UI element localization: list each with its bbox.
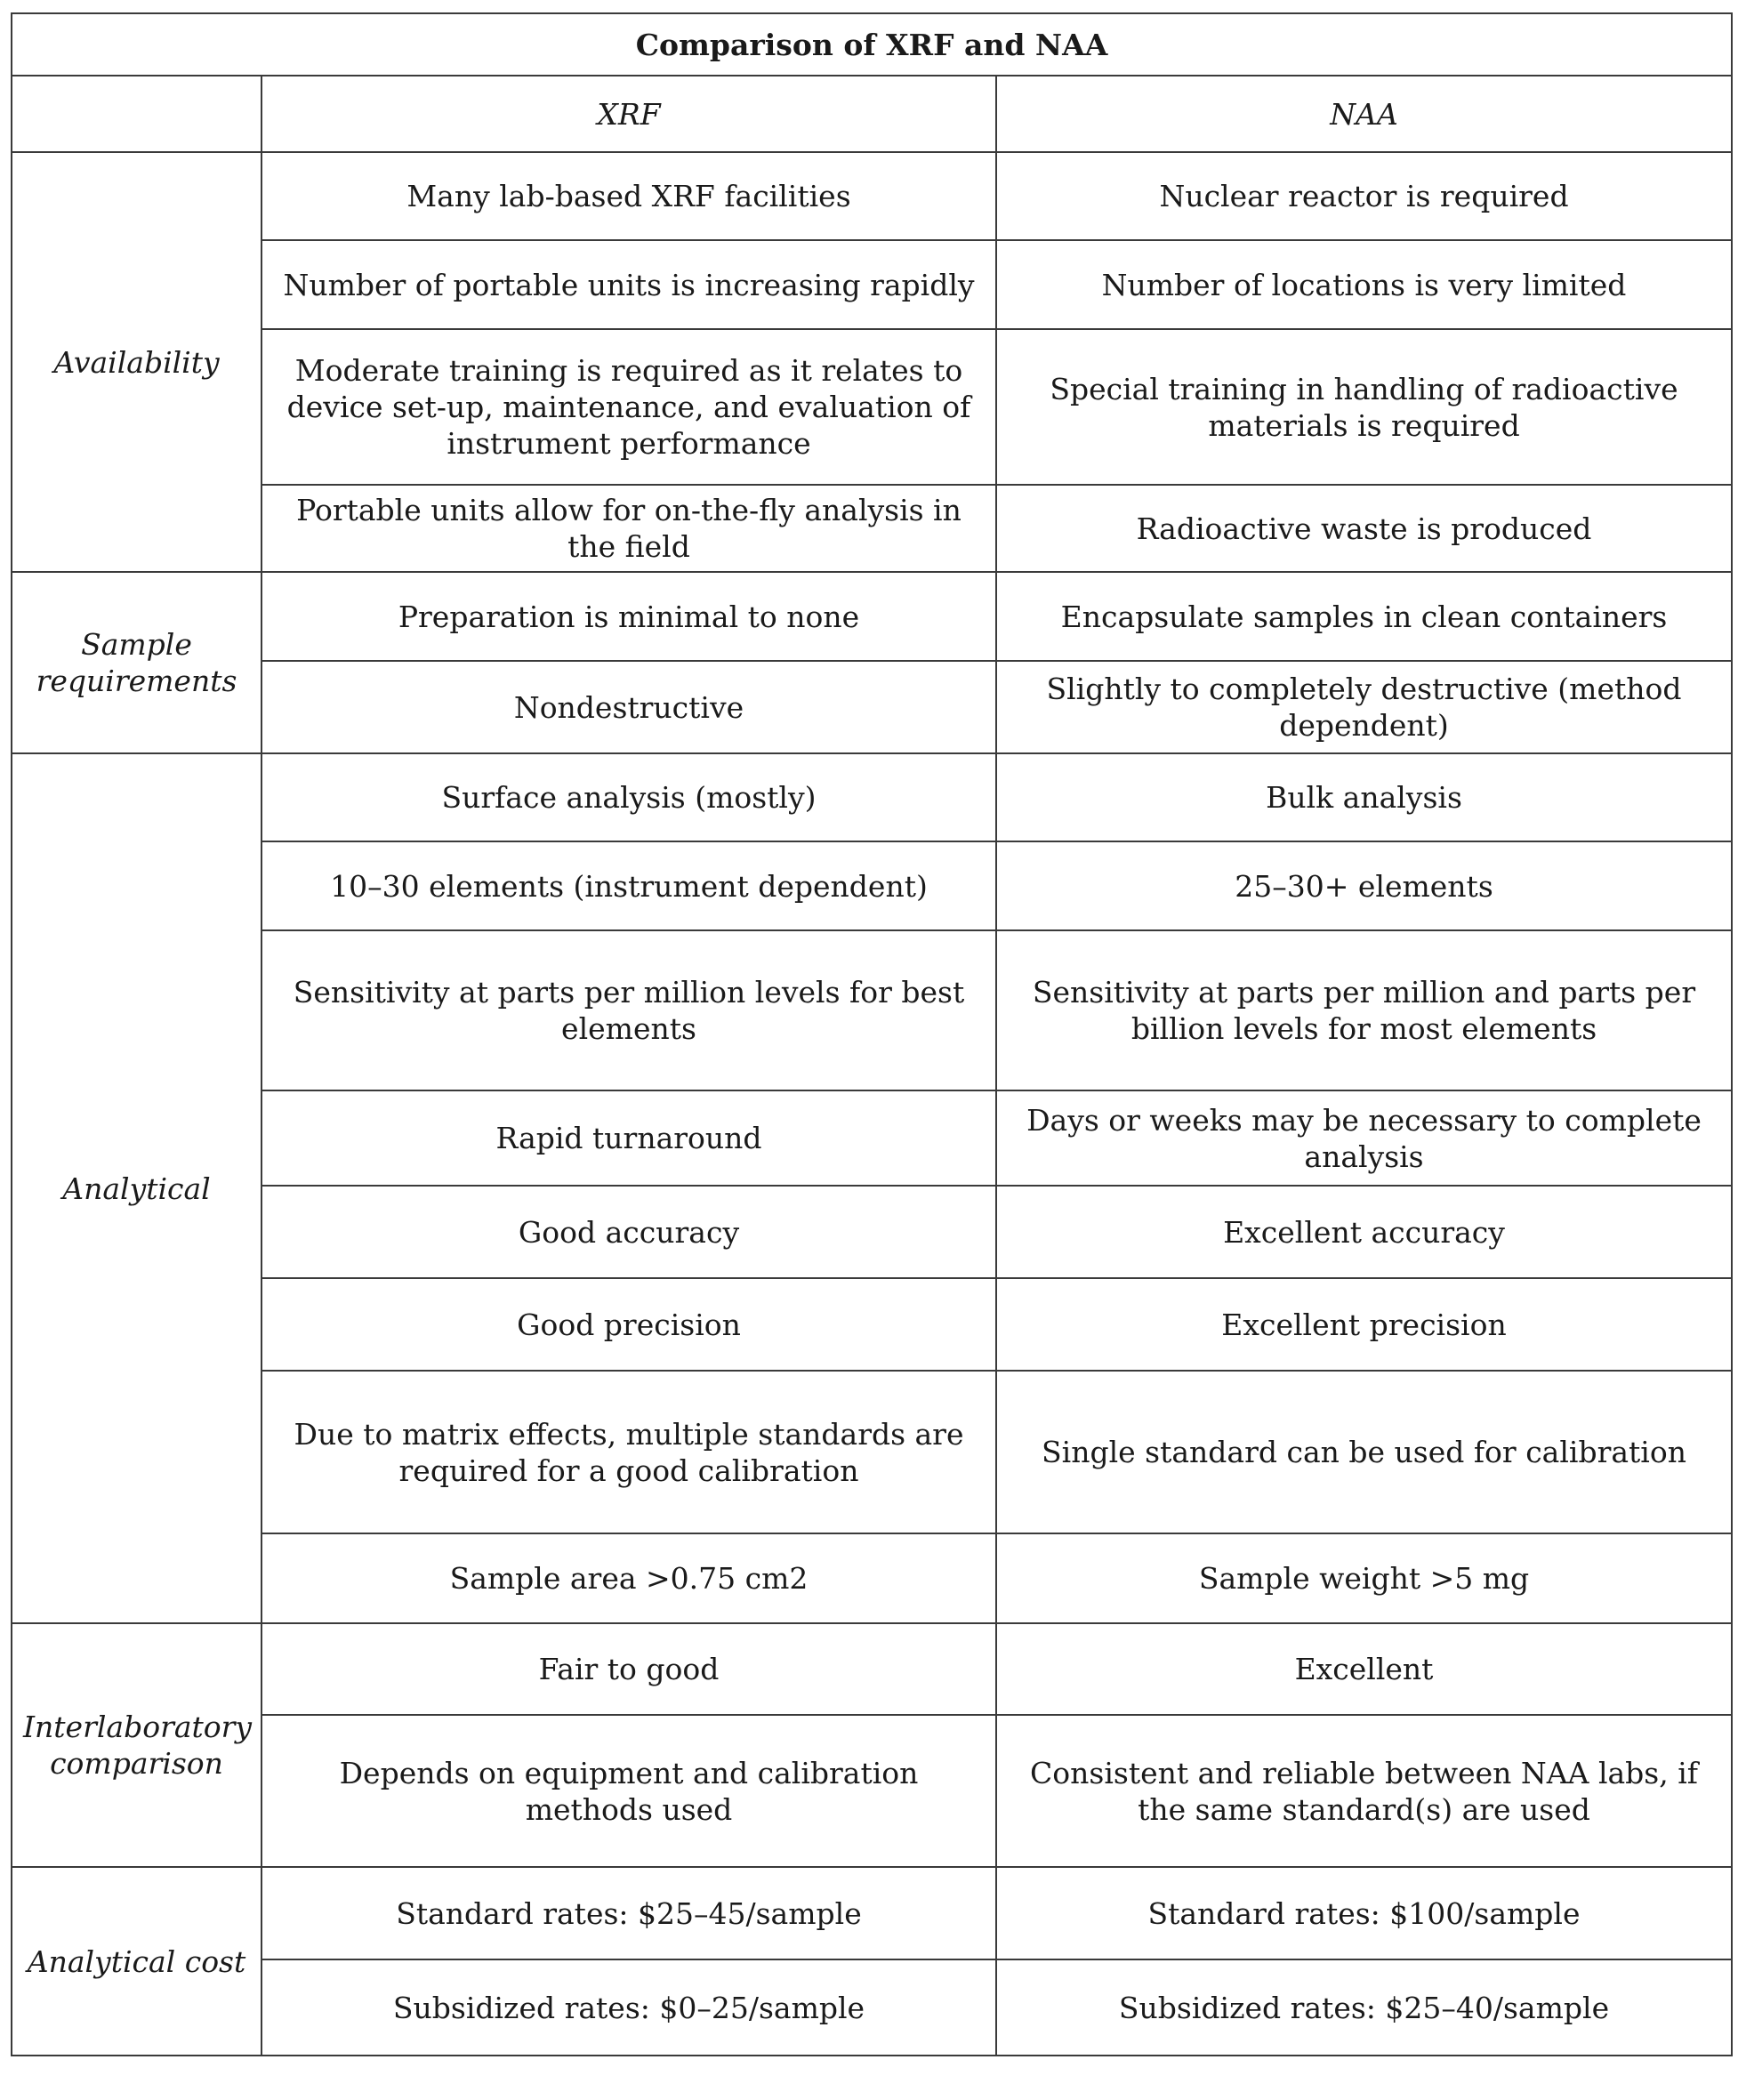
table-row — [12, 930, 1732, 1090]
xrf-cell: Nondestructive — [262, 661, 996, 753]
xrf-cell: Moderate training is required as it relates to device set-up, maintenance, and evaluation of instrument performance — [262, 329, 996, 485]
xrf-cell: Good accuracy — [262, 1186, 996, 1278]
xrf-cell: Rapid turnaround — [262, 1090, 996, 1186]
column-header-empty — [12, 76, 262, 152]
table-row — [12, 753, 1732, 841]
table-row — [12, 1715, 1732, 1867]
xrf-cell: Sensitivity at parts per million levels for best elements — [262, 930, 996, 1090]
category-availability: Availability — [12, 152, 262, 572]
table-row — [12, 1278, 1732, 1371]
table-row — [12, 1867, 1732, 1959]
comparison-table — [11, 12, 1733, 2056]
naa-cell: Special training in handling of radioactive materials is required — [996, 329, 1732, 485]
xrf-cell: Good precision — [262, 1278, 996, 1371]
naa-cell: Subsidized rates: $25–40/sample — [996, 1959, 1732, 2056]
xrf-cell: Standard rates: $25–45/sample — [262, 1867, 996, 1959]
xrf-cell: Due to matrix effects, multiple standards are required for a good calibration — [262, 1371, 996, 1533]
category-interlaboratory-comparison: Interlaboratory comparison — [12, 1623, 262, 1867]
xrf-cell: Many lab-based XRF facilities — [262, 152, 996, 240]
table-row — [12, 152, 1732, 240]
column-header-naa: NAA — [996, 76, 1732, 152]
table-row — [12, 841, 1732, 930]
naa-cell: Encapsulate samples in clean containers — [996, 572, 1732, 661]
naa-cell: Excellent precision — [996, 1278, 1732, 1371]
table-row — [12, 1186, 1732, 1278]
xrf-cell: Subsidized rates: $0–25/sample — [262, 1959, 996, 2056]
naa-cell: Radioactive waste is produced — [996, 485, 1732, 572]
table-row — [12, 485, 1732, 572]
xrf-cell: Preparation is minimal to none — [262, 572, 996, 661]
naa-cell: Standard rates: $100/sample — [996, 1867, 1732, 1959]
xrf-cell: Depends on equipment and calibration methods used — [262, 1715, 996, 1867]
table-row — [12, 1623, 1732, 1715]
naa-cell: Single standard can be used for calibration — [996, 1371, 1732, 1533]
category-sample-requirements: Sample requirements — [12, 572, 262, 753]
table-row — [12, 240, 1732, 329]
table-row — [12, 329, 1732, 485]
xrf-cell: Surface analysis (mostly) — [262, 753, 996, 841]
table-row — [12, 1533, 1732, 1623]
xrf-cell: Portable units allow for on-the-fly analysis in the field — [262, 485, 996, 572]
column-header-row — [12, 76, 1732, 152]
naa-cell: Sample weight >5 mg — [996, 1533, 1732, 1623]
column-header-xrf: XRF — [262, 76, 996, 152]
naa-cell: Slightly to completely destructive (method dependent) — [996, 661, 1732, 753]
table-row — [12, 572, 1732, 661]
category-analytical: Analytical — [12, 753, 262, 1623]
naa-cell: Days or weeks may be necessary to complete analysis — [996, 1090, 1732, 1186]
xrf-cell: Fair to good — [262, 1623, 996, 1715]
naa-cell: Excellent — [996, 1623, 1732, 1715]
category-analytical-cost: Analytical cost — [12, 1867, 262, 2056]
table-row — [12, 1371, 1732, 1533]
naa-cell: Excellent accuracy — [996, 1186, 1732, 1278]
naa-cell: Consistent and reliable between NAA labs, if the same standard(s) are used — [996, 1715, 1732, 1867]
table-title: Comparison of XRF and NAA — [12, 13, 1732, 76]
naa-cell: Number of locations is very limited — [996, 240, 1732, 329]
table-row — [12, 661, 1732, 753]
table-row — [12, 1959, 1732, 2056]
xrf-cell: 10–30 elements (instrument dependent) — [262, 841, 996, 930]
naa-cell: Sensitivity at parts per million and parts per billion levels for most elements — [996, 930, 1732, 1090]
naa-cell: 25–30+ elements — [996, 841, 1732, 930]
xrf-cell: Sample area >0.75 cm2 — [262, 1533, 996, 1623]
table-row — [12, 1090, 1732, 1186]
naa-cell: Nuclear reactor is required — [996, 152, 1732, 240]
naa-cell: Bulk analysis — [996, 753, 1732, 841]
title-row — [12, 13, 1732, 76]
xrf-cell: Number of portable units is increasing rapidly — [262, 240, 996, 329]
